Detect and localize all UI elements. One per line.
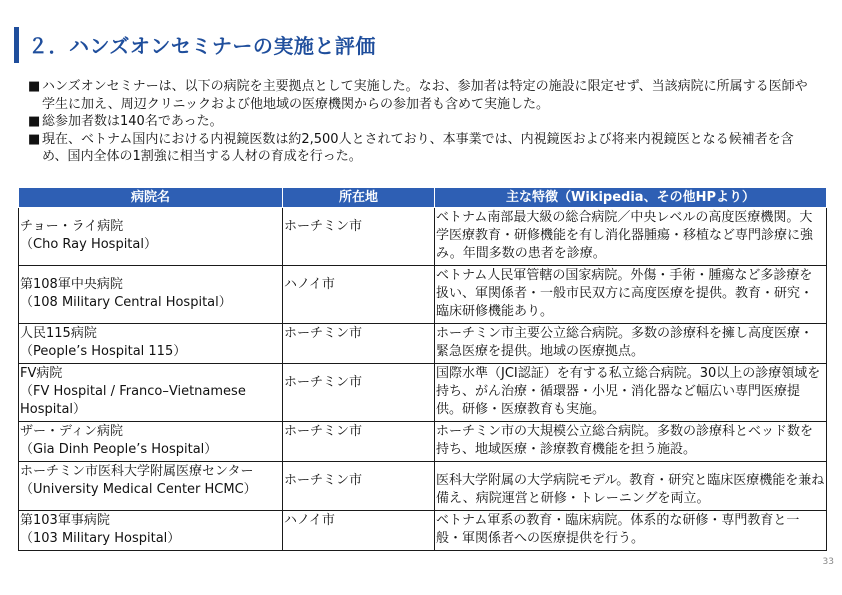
bullet-text: 現在、ベトナム国内における内視鏡医数は約2,500人とされており、本事業では、内視鏡医および将来内視鏡医となる候補者を含め、国内全体の1割強に相当する人材の育成を行った。 xyxy=(42,131,794,164)
title-accent-bar xyxy=(14,27,19,63)
table-header-row xyxy=(19,188,827,208)
hospital-english-name: （108 Military Central Hospital） xyxy=(20,295,232,310)
bullet-list xyxy=(28,78,818,166)
feature-cell: ベトナム軍系の教育・臨床病院。体系的な研修・専門教育と一般・軍関係者への医療提供を行う。 xyxy=(435,511,827,551)
header-features: 主な特徴（Wikipedia、その他HPより） xyxy=(435,188,827,208)
table-row xyxy=(19,511,827,551)
location-cell: ホーチミン市 xyxy=(283,364,435,422)
feature-cell: ホーチミン市の大規模公立総合病院。多数の診療科とベッド数を持ち、地域医療・診療教育機能を担う施設。 xyxy=(435,422,827,462)
hospital-name: 第108軍中央病院 xyxy=(20,277,123,292)
hospital-name-cell xyxy=(19,208,283,266)
hospital-name-cell xyxy=(19,422,283,462)
feature-cell: ベトナム南部最大級の総合病院／中央レベルの高度医療機関。大学医療教育・研修機能を有し消化器腫瘍・移植など専門診療に強み。年間多数の患者を診療。 xyxy=(435,208,827,266)
hospital-name-cell xyxy=(19,324,283,364)
table-row xyxy=(19,422,827,462)
hospital-name: チョー・ライ病院 xyxy=(20,219,124,234)
location-cell: ハノイ市 xyxy=(283,511,435,551)
hospital-english-name: （103 Military Hospital） xyxy=(20,531,181,546)
location-cell: ホーチミン市 xyxy=(283,462,435,511)
bullet-item xyxy=(28,78,818,113)
feature-cell: 国際水準（JCI認証）を有する私立総合病院。30以上の診療領域を持ち、がん治療・循環器・小児・消化器など幅広い専門医療提供。研修・医療教育も実施。 xyxy=(435,364,827,422)
hospital-name: ホーチミン市医科大学附属医療センター（University Medical Center HCMC） xyxy=(20,464,257,497)
hospital-name: ザー・ディン病院 xyxy=(20,424,123,439)
bullet-square-icon: ■ xyxy=(28,79,41,94)
location-cell: ホーチミン市 xyxy=(283,422,435,462)
hospital-name: 人民115病院 xyxy=(20,326,97,341)
hospital-english-name: （People’s Hospital 115） xyxy=(20,344,187,359)
header-hospital-name: 病院名 xyxy=(19,188,283,208)
feature-cell: 医科大学附属の大学病院モデル。教育・研究と臨床医療機能を兼ね備え、病院運営と研修・トレーニングを両立。 xyxy=(435,462,827,511)
page-title: ２．ハンズオンセミナーの実施と評価 xyxy=(28,34,376,58)
table-row xyxy=(19,324,827,364)
bullet-item xyxy=(28,131,818,166)
hospital-name: FV病院 xyxy=(20,366,63,381)
location-cell: ホーチミン市 xyxy=(283,208,435,266)
table-row xyxy=(19,208,827,266)
hospital-name-cell xyxy=(19,511,283,551)
location-cell: ホーチミン市 xyxy=(283,324,435,364)
header-location: 所在地 xyxy=(283,188,435,208)
hospital-table xyxy=(18,187,827,551)
hospital-english-name: （Gia Dinh People’s Hospital） xyxy=(20,442,218,457)
hospital-name: 第103軍事病院 xyxy=(20,513,110,528)
table-row xyxy=(19,462,827,511)
hospital-english-name: （FV Hospital / Franco–Vietnamese Hospital） xyxy=(20,384,246,417)
page-number: 33 xyxy=(822,557,834,567)
bullet-text: ハンズオンセミナーは、以下の病院を主要拠点として実施した。なお、参加者は特定の施設に限定せず、当該病院に所属する医師や学生に加え、周辺クリニックおよび他地域の医療機関からの参加者も含めて実施した。 xyxy=(42,79,808,112)
hospital-name-cell xyxy=(19,462,283,511)
location-cell: ハノイ市 xyxy=(283,266,435,324)
bullet-item xyxy=(28,113,818,131)
feature-cell: ベトナム人民軍管轄の国家病院。外傷・手術・腫瘍など多診療を扱い、軍関係者・一般市民双方に高度医療を提供。教育・研究・臨床研修機能あり。 xyxy=(435,266,827,324)
table-row xyxy=(19,266,827,324)
bullet-text: 総参加者数は140名であった。 xyxy=(42,114,223,129)
hospital-name-cell xyxy=(19,266,283,324)
feature-cell: ホーチミン市主要公立総合病院。多数の診療科を擁し高度医療・緊急医療を提供。地域の医療拠点。 xyxy=(435,324,827,364)
bullet-square-icon: ■ xyxy=(28,131,41,147)
table-row xyxy=(19,364,827,422)
hospital-name-cell xyxy=(19,364,283,422)
bullet-square-icon: ■ xyxy=(28,114,41,129)
hospital-english-name: （Cho Ray Hospital） xyxy=(20,237,157,252)
